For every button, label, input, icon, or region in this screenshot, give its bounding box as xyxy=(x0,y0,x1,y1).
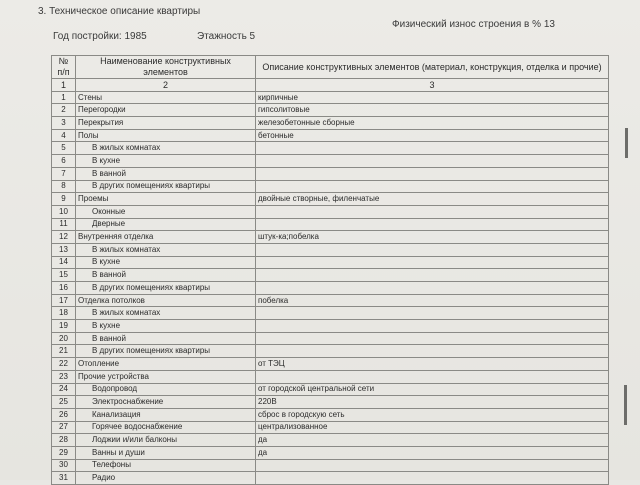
table-row xyxy=(52,408,609,421)
element-description xyxy=(256,307,609,320)
year-built: Год постройки: 1985 xyxy=(53,31,147,42)
element-name: В кухне xyxy=(76,256,256,269)
element-description xyxy=(256,205,609,218)
table-row xyxy=(52,434,609,447)
element-name: В других помещениях квартиры xyxy=(76,282,256,295)
element-description: гипсолитовые xyxy=(256,104,609,117)
row-number: 17 xyxy=(52,294,76,307)
header-index-2: 2 xyxy=(76,79,256,92)
table-row xyxy=(52,91,609,104)
table-row xyxy=(52,370,609,383)
table-row xyxy=(52,459,609,472)
table-row xyxy=(52,117,609,130)
row-number: 1 xyxy=(52,91,76,104)
element-name: Прочие устройства xyxy=(76,370,256,383)
element-name: Водопровод xyxy=(76,383,256,396)
element-description: централизованное xyxy=(256,421,609,434)
element-description: двойные створные, филенчатые xyxy=(256,193,609,206)
element-description: бетонные xyxy=(256,129,609,142)
row-number: 22 xyxy=(52,358,76,371)
header-index-1: 1 xyxy=(52,79,76,92)
row-number: 8 xyxy=(52,180,76,193)
row-number: 14 xyxy=(52,256,76,269)
row-number: 29 xyxy=(52,446,76,459)
element-name: В жилых комнатах xyxy=(76,142,256,155)
table-row xyxy=(52,167,609,180)
table-row xyxy=(52,446,609,459)
row-number: 30 xyxy=(52,459,76,472)
element-name: Горячее водоснабжение xyxy=(76,421,256,434)
table-row xyxy=(52,472,609,485)
table-row xyxy=(52,218,609,231)
element-name: В других помещениях квартиры xyxy=(76,345,256,358)
table-row xyxy=(52,180,609,193)
element-name: В других помещениях квартиры xyxy=(76,180,256,193)
element-description xyxy=(256,320,609,333)
row-number: 26 xyxy=(52,408,76,421)
element-name: Внутренняя отделка xyxy=(76,231,256,244)
element-description: железобетонные сборные xyxy=(256,117,609,130)
row-number: 31 xyxy=(52,472,76,485)
element-description xyxy=(256,180,609,193)
element-description xyxy=(256,218,609,231)
element-description xyxy=(256,472,609,485)
element-name: Ванны и души xyxy=(76,446,256,459)
edge-mark xyxy=(624,385,627,425)
element-description: 220В xyxy=(256,396,609,409)
section-title: 3. Техническое описание квартиры xyxy=(38,6,201,17)
table-row xyxy=(52,294,609,307)
table-row xyxy=(52,155,609,168)
table-row xyxy=(52,345,609,358)
element-description: побелка xyxy=(256,294,609,307)
row-number: 13 xyxy=(52,243,76,256)
element-description: штук-ка;побелка xyxy=(256,231,609,244)
table-row xyxy=(52,193,609,206)
element-name: Электроснабжение xyxy=(76,396,256,409)
element-name: Дверные xyxy=(76,218,256,231)
element-name: Радио xyxy=(76,472,256,485)
element-name: В ванной xyxy=(76,332,256,345)
element-description xyxy=(256,332,609,345)
row-number: 27 xyxy=(52,421,76,434)
element-description: от городской центральной сети xyxy=(256,383,609,396)
element-name: Перекрытия xyxy=(76,117,256,130)
element-name: Полы xyxy=(76,129,256,142)
element-description: сброс в городскую сеть xyxy=(256,408,609,421)
table-row xyxy=(52,358,609,371)
row-number: 7 xyxy=(52,167,76,180)
element-description xyxy=(256,256,609,269)
row-number: 28 xyxy=(52,434,76,447)
header-index-3: 3 xyxy=(256,79,609,92)
element-description: кирпичные xyxy=(256,91,609,104)
row-number: 10 xyxy=(52,205,76,218)
table-row xyxy=(52,231,609,244)
row-number: 9 xyxy=(52,193,76,206)
element-description xyxy=(256,243,609,256)
row-number: 2 xyxy=(52,104,76,117)
row-number: 20 xyxy=(52,332,76,345)
row-number: 3 xyxy=(52,117,76,130)
element-name: В ванной xyxy=(76,269,256,282)
element-description xyxy=(256,155,609,168)
table-row xyxy=(52,269,609,282)
table-row xyxy=(52,243,609,256)
element-description: от ТЭЦ xyxy=(256,358,609,371)
element-name: Оконные xyxy=(76,205,256,218)
edge-mark xyxy=(625,128,628,158)
row-number: 12 xyxy=(52,231,76,244)
table-row xyxy=(52,256,609,269)
row-number: 5 xyxy=(52,142,76,155)
row-number: 6 xyxy=(52,155,76,168)
element-name: В жилых комнатах xyxy=(76,307,256,320)
row-number: 23 xyxy=(52,370,76,383)
table-row xyxy=(52,320,609,333)
element-description xyxy=(256,459,609,472)
element-name: В кухне xyxy=(76,320,256,333)
table-row xyxy=(52,282,609,295)
element-name: Проемы xyxy=(76,193,256,206)
table-row xyxy=(52,129,609,142)
element-description xyxy=(256,167,609,180)
element-description xyxy=(256,142,609,155)
element-description xyxy=(256,269,609,282)
floor-count: Этажность 5 xyxy=(197,31,256,42)
element-description: да xyxy=(256,446,609,459)
table-row xyxy=(52,104,609,117)
row-number: 11 xyxy=(52,218,76,231)
table-row xyxy=(52,383,609,396)
element-name: Перегородки xyxy=(76,104,256,117)
element-description: да xyxy=(256,434,609,447)
header-element-name: Наименование конструктивных элементов xyxy=(76,56,256,79)
element-name: В жилых комнатах xyxy=(76,243,256,256)
row-number: 19 xyxy=(52,320,76,333)
element-name: Отопление xyxy=(76,358,256,371)
row-number: 25 xyxy=(52,396,76,409)
table-row xyxy=(52,205,609,218)
element-name: Канализация xyxy=(76,408,256,421)
element-name: Стены xyxy=(76,91,256,104)
element-description xyxy=(256,370,609,383)
table-row xyxy=(52,421,609,434)
construction-elements-table xyxy=(51,55,609,485)
table-row xyxy=(52,332,609,345)
wear-percent: Физический износ строения в % 13 xyxy=(392,19,555,30)
row-number: 15 xyxy=(52,269,76,282)
element-name: Телефоны xyxy=(76,459,256,472)
row-number: 16 xyxy=(52,282,76,295)
row-number: 21 xyxy=(52,345,76,358)
row-number: 4 xyxy=(52,129,76,142)
table-row xyxy=(52,396,609,409)
element-name: Отделка потолков xyxy=(76,294,256,307)
element-description xyxy=(256,282,609,295)
row-number: 24 xyxy=(52,383,76,396)
header-element-description: Описание конструктивных элементов (материал, конструкция, отделка и прочие) xyxy=(256,56,609,79)
header-number: № п/п xyxy=(52,56,76,79)
element-name: Лоджии и/или балконы xyxy=(76,434,256,447)
table-row xyxy=(52,307,609,320)
table-row xyxy=(52,142,609,155)
element-name: В ванной xyxy=(76,167,256,180)
element-description xyxy=(256,345,609,358)
row-number: 18 xyxy=(52,307,76,320)
element-name: В кухне xyxy=(76,155,256,168)
